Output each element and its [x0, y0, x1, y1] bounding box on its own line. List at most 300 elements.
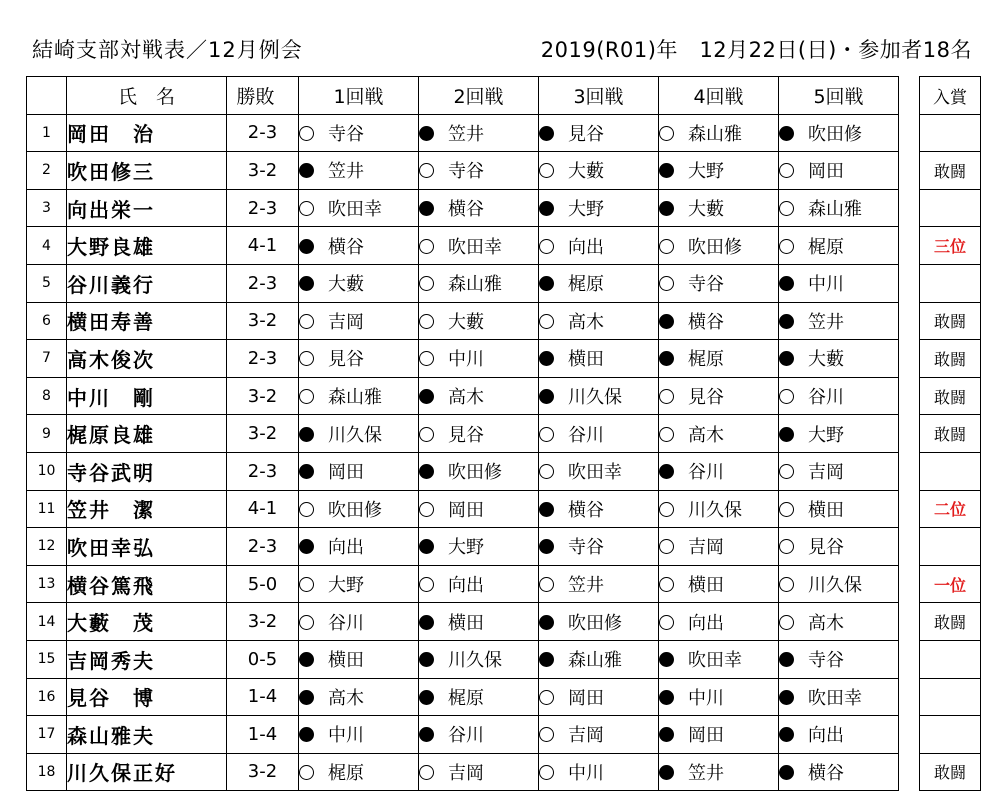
opponent-name: 吉岡 — [808, 462, 844, 484]
award-row — [920, 603, 981, 641]
award-row — [920, 753, 981, 791]
loss-mark-icon — [419, 615, 434, 630]
opponent-name: 吉岡 — [448, 762, 484, 784]
opponent-name: 寺谷 — [808, 650, 844, 672]
opponent-name: 見谷 — [568, 123, 604, 145]
game-result-round-1 — [299, 189, 419, 227]
game-result-round-4 — [659, 302, 779, 340]
win-mark-icon — [779, 239, 794, 254]
game-result-round-1 — [299, 640, 419, 678]
game-result-round-1 — [299, 152, 419, 190]
loss-mark-icon — [779, 765, 794, 780]
player-number: 14 — [27, 603, 67, 641]
opponent-name: 見谷 — [328, 349, 364, 371]
opponent-name: 寺谷 — [568, 537, 604, 559]
award-row — [920, 189, 981, 227]
game-result-round-3 — [539, 452, 659, 490]
player-name: 森山雅夫 — [67, 716, 227, 754]
opponent-name: 笠井 — [448, 123, 484, 145]
player-name: 大野良雄 — [67, 227, 227, 265]
game-result-round-5 — [779, 490, 899, 528]
player-record: 3-2 — [227, 377, 299, 415]
player-record: 3-2 — [227, 603, 299, 641]
win-mark-icon — [299, 201, 314, 216]
game-result-round-4 — [659, 114, 779, 152]
loss-mark-icon — [299, 690, 314, 705]
game-result-round-2 — [419, 264, 539, 302]
opponent-name: 横谷 — [568, 499, 604, 521]
game-result-round-2 — [419, 490, 539, 528]
game-result-round-2 — [419, 114, 539, 152]
opponent-name: 川久保 — [688, 499, 742, 521]
win-mark-icon — [539, 427, 554, 442]
player-record: 2-3 — [227, 340, 299, 378]
win-mark-icon — [539, 239, 554, 254]
opponent-name: 梶原 — [688, 349, 724, 371]
player-number: 16 — [27, 678, 67, 716]
opponent-name: 谷川 — [688, 462, 724, 484]
player-number: 1 — [27, 114, 67, 152]
opponent-name: 大藪 — [808, 349, 844, 371]
award-row — [920, 302, 981, 340]
award-cell: 敢闘 — [920, 152, 981, 190]
opponent-name: 寺谷 — [448, 161, 484, 183]
opponent-name: 吉岡 — [568, 725, 604, 747]
loss-mark-icon — [539, 502, 554, 517]
game-result-round-4 — [659, 264, 779, 302]
game-result-round-2 — [419, 753, 539, 791]
win-mark-icon — [659, 276, 674, 291]
table-row — [27, 114, 899, 152]
opponent-name: 吹田修 — [448, 462, 502, 484]
win-mark-icon — [419, 276, 434, 291]
event-info: 2019(R01)年 12月22日(日)・参加者18名 — [540, 38, 972, 62]
player-name: 川久保正好 — [67, 753, 227, 791]
award-row — [920, 640, 981, 678]
opponent-name: 寺谷 — [328, 123, 364, 145]
loss-mark-icon — [659, 163, 674, 178]
game-result-round-4 — [659, 640, 779, 678]
player-number: 3 — [27, 189, 67, 227]
table-row — [27, 640, 899, 678]
opponent-name: 高木 — [808, 612, 844, 634]
game-result-round-1 — [299, 340, 419, 378]
game-result-round-5 — [779, 227, 899, 265]
award-cell: 二位 — [920, 490, 981, 528]
game-result-round-3 — [539, 753, 659, 791]
player-record: 2-3 — [227, 264, 299, 302]
player-record: 3-2 — [227, 152, 299, 190]
win-mark-icon — [419, 577, 434, 592]
table-row — [27, 415, 899, 453]
opponent-name: 川久保 — [328, 424, 382, 446]
player-name: 高木俊次 — [67, 340, 227, 378]
win-mark-icon — [779, 615, 794, 630]
game-result-round-5 — [779, 264, 899, 302]
game-result-round-5 — [779, 452, 899, 490]
player-record: 2-3 — [227, 452, 299, 490]
table-row — [27, 302, 899, 340]
table-row — [27, 377, 899, 415]
loss-mark-icon — [419, 201, 434, 216]
opponent-name: 吹田幸 — [688, 650, 742, 672]
game-result-round-1 — [299, 565, 419, 603]
player-number: 5 — [27, 264, 67, 302]
game-result-round-2 — [419, 152, 539, 190]
loss-mark-icon — [299, 652, 314, 667]
game-result-round-5 — [779, 302, 899, 340]
opponent-name: 吹田修 — [688, 236, 742, 258]
win-mark-icon — [779, 464, 794, 479]
opponent-name: 吉岡 — [328, 311, 364, 333]
award-cell — [920, 114, 981, 152]
player-record: 1-4 — [227, 678, 299, 716]
game-result-round-2 — [419, 678, 539, 716]
game-result-round-1 — [299, 227, 419, 265]
game-result-round-2 — [419, 528, 539, 566]
win-mark-icon — [659, 502, 674, 517]
game-result-round-4 — [659, 565, 779, 603]
table-row — [27, 678, 899, 716]
game-result-round-2 — [419, 452, 539, 490]
player-record: 2-3 — [227, 528, 299, 566]
game-result-round-5 — [779, 152, 899, 190]
win-mark-icon — [539, 727, 554, 742]
header-round-3: 3回戦 — [539, 77, 659, 115]
win-mark-icon — [539, 765, 554, 780]
game-result-round-1 — [299, 264, 419, 302]
header-round-5: 5回戦 — [779, 77, 899, 115]
opponent-name: 見谷 — [448, 424, 484, 446]
player-record: 2-3 — [227, 114, 299, 152]
loss-mark-icon — [419, 727, 434, 742]
game-result-round-3 — [539, 302, 659, 340]
table-row — [27, 152, 899, 190]
game-result-round-3 — [539, 114, 659, 152]
game-result-round-4 — [659, 340, 779, 378]
award-cell — [920, 452, 981, 490]
opponent-name: 大藪 — [328, 274, 364, 296]
table-row — [27, 189, 899, 227]
award-cell: 敢闘 — [920, 377, 981, 415]
game-result-round-3 — [539, 227, 659, 265]
game-result-round-4 — [659, 678, 779, 716]
opponent-name: 笠井 — [328, 161, 364, 183]
game-result-round-4 — [659, 528, 779, 566]
player-number: 13 — [27, 565, 67, 603]
opponent-name: 笠井 — [688, 762, 724, 784]
loss-mark-icon — [539, 652, 554, 667]
opponent-name: 吹田幸 — [808, 687, 862, 709]
game-result-round-5 — [779, 603, 899, 641]
game-result-round-1 — [299, 716, 419, 754]
opponent-name: 横田 — [808, 499, 844, 521]
opponent-name: 梶原 — [808, 236, 844, 258]
loss-mark-icon — [299, 539, 314, 554]
opponent-name: 川久保 — [448, 650, 502, 672]
opponent-name: 笠井 — [568, 575, 604, 597]
opponent-name: 向出 — [688, 612, 724, 634]
header-round-4: 4回戦 — [659, 77, 779, 115]
game-result-round-2 — [419, 189, 539, 227]
game-result-round-5 — [779, 377, 899, 415]
header-round-1: 1回戦 — [299, 77, 419, 115]
table-row — [27, 452, 899, 490]
table-row — [27, 264, 899, 302]
win-mark-icon — [659, 427, 674, 442]
award-row — [920, 114, 981, 152]
table-row — [27, 490, 899, 528]
loss-mark-icon — [419, 690, 434, 705]
table-body — [27, 114, 899, 791]
opponent-name: 大藪 — [448, 311, 484, 333]
game-result-round-2 — [419, 377, 539, 415]
award-cell — [920, 528, 981, 566]
loss-mark-icon — [299, 427, 314, 442]
opponent-name: 大藪 — [688, 199, 724, 221]
game-result-round-5 — [779, 340, 899, 378]
opponent-name: 見谷 — [688, 387, 724, 409]
player-record: 4-1 — [227, 490, 299, 528]
player-number: 18 — [27, 753, 67, 791]
game-result-round-4 — [659, 753, 779, 791]
player-name: 見谷 博 — [67, 678, 227, 716]
win-mark-icon — [419, 502, 434, 517]
game-result-round-5 — [779, 528, 899, 566]
loss-mark-icon — [419, 652, 434, 667]
game-result-round-1 — [299, 678, 419, 716]
player-name: 梶原良雄 — [67, 415, 227, 453]
award-cell — [920, 678, 981, 716]
player-name: 横田寿善 — [67, 302, 227, 340]
win-mark-icon — [779, 502, 794, 517]
game-result-round-3 — [539, 189, 659, 227]
win-mark-icon — [299, 577, 314, 592]
win-mark-icon — [539, 464, 554, 479]
opponent-name: 大野 — [688, 161, 724, 183]
player-record: 2-3 — [227, 189, 299, 227]
opponent-name: 川久保 — [808, 575, 862, 597]
game-result-round-2 — [419, 415, 539, 453]
award-row — [920, 678, 981, 716]
header-record: 勝敗 — [227, 77, 299, 115]
opponent-name: 吹田修 — [328, 499, 382, 521]
header-number — [27, 77, 67, 115]
win-mark-icon — [539, 314, 554, 329]
award-row — [920, 377, 981, 415]
win-mark-icon — [299, 389, 314, 404]
loss-mark-icon — [419, 539, 434, 554]
game-result-round-5 — [779, 716, 899, 754]
game-result-round-3 — [539, 528, 659, 566]
win-mark-icon — [299, 502, 314, 517]
game-result-round-3 — [539, 603, 659, 641]
opponent-name: 岡田 — [808, 161, 844, 183]
loss-mark-icon — [539, 615, 554, 630]
player-name: 笠井 潔 — [67, 490, 227, 528]
loss-mark-icon — [659, 690, 674, 705]
win-mark-icon — [299, 126, 314, 141]
loss-mark-icon — [779, 652, 794, 667]
win-mark-icon — [779, 577, 794, 592]
award-row — [920, 340, 981, 378]
opponent-name: 岡田 — [328, 462, 364, 484]
loss-mark-icon — [299, 276, 314, 291]
table-row — [27, 603, 899, 641]
award-cell: 敢闘 — [920, 340, 981, 378]
player-number: 10 — [27, 452, 67, 490]
award-cell — [920, 640, 981, 678]
award-row — [920, 490, 981, 528]
win-mark-icon — [659, 126, 674, 141]
player-number: 8 — [27, 377, 67, 415]
win-mark-icon — [539, 577, 554, 592]
player-record: 4-1 — [227, 227, 299, 265]
table-row — [27, 716, 899, 754]
player-name: 中川 剛 — [67, 377, 227, 415]
award-row — [920, 716, 981, 754]
game-result-round-5 — [779, 114, 899, 152]
opponent-name: 笠井 — [808, 311, 844, 333]
opponent-name: 吹田幸 — [568, 462, 622, 484]
game-result-round-4 — [659, 452, 779, 490]
opponent-name: 横田 — [568, 349, 604, 371]
win-mark-icon — [659, 539, 674, 554]
loss-mark-icon — [299, 464, 314, 479]
game-result-round-2 — [419, 565, 539, 603]
win-mark-icon — [779, 389, 794, 404]
header-award: 入賞 — [920, 77, 981, 115]
loss-mark-icon — [539, 389, 554, 404]
opponent-name: 大野 — [328, 575, 364, 597]
loss-mark-icon — [539, 126, 554, 141]
loss-mark-icon — [419, 389, 434, 404]
opponent-name: 谷川 — [568, 424, 604, 446]
game-result-round-5 — [779, 678, 899, 716]
player-record: 3-2 — [227, 753, 299, 791]
opponent-name: 中川 — [808, 274, 844, 296]
opponent-name: 中川 — [568, 762, 604, 784]
award-cell: 三位 — [920, 227, 981, 265]
loss-mark-icon — [419, 126, 434, 141]
game-result-round-1 — [299, 490, 419, 528]
opponent-name: 寺谷 — [688, 274, 724, 296]
game-result-round-5 — [779, 640, 899, 678]
award-cell: 敢闘 — [920, 302, 981, 340]
game-result-round-1 — [299, 114, 419, 152]
player-number: 11 — [27, 490, 67, 528]
opponent-name: 横谷 — [688, 311, 724, 333]
opponent-name: 岡田 — [448, 499, 484, 521]
opponent-name: 梶原 — [448, 687, 484, 709]
loss-mark-icon — [779, 727, 794, 742]
player-number: 7 — [27, 340, 67, 378]
win-mark-icon — [779, 539, 794, 554]
opponent-name: 大藪 — [568, 161, 604, 183]
header-round-2: 2回戦 — [419, 77, 539, 115]
game-result-round-4 — [659, 415, 779, 453]
opponent-name: 森山雅 — [688, 123, 742, 145]
opponent-name: 吹田幸 — [328, 199, 382, 221]
award-body — [920, 114, 981, 791]
win-mark-icon — [779, 201, 794, 216]
win-mark-icon — [659, 239, 674, 254]
loss-mark-icon — [659, 314, 674, 329]
opponent-name: 中川 — [448, 349, 484, 371]
player-name: 横谷篤飛 — [67, 565, 227, 603]
award-row — [920, 415, 981, 453]
opponent-name: 岡田 — [568, 687, 604, 709]
loss-mark-icon — [539, 201, 554, 216]
win-mark-icon — [659, 577, 674, 592]
loss-mark-icon — [779, 690, 794, 705]
loss-mark-icon — [659, 201, 674, 216]
award-cell — [920, 189, 981, 227]
opponent-name: 森山雅 — [328, 387, 382, 409]
game-result-round-3 — [539, 377, 659, 415]
match-table — [26, 76, 899, 791]
opponent-name: 中川 — [688, 687, 724, 709]
win-mark-icon — [419, 427, 434, 442]
opponent-name: 森山雅 — [448, 274, 502, 296]
opponent-name: 向出 — [568, 236, 604, 258]
player-number: 2 — [27, 152, 67, 190]
table-row — [27, 753, 899, 791]
game-result-round-1 — [299, 603, 419, 641]
page-title: 結崎支部対戦表／12月例会 — [32, 38, 303, 62]
game-result-round-4 — [659, 603, 779, 641]
opponent-name: 吹田修 — [808, 123, 862, 145]
opponent-name: 谷川 — [448, 725, 484, 747]
game-result-round-1 — [299, 302, 419, 340]
win-mark-icon — [419, 765, 434, 780]
game-result-round-3 — [539, 565, 659, 603]
loss-mark-icon — [299, 239, 314, 254]
opponent-name: 吹田修 — [568, 612, 622, 634]
opponent-name: 高木 — [328, 687, 364, 709]
opponent-name: 岡田 — [688, 725, 724, 747]
player-name: 向出栄一 — [67, 189, 227, 227]
game-result-round-1 — [299, 377, 419, 415]
game-result-round-1 — [299, 415, 419, 453]
opponent-name: 森山雅 — [568, 650, 622, 672]
player-name: 寺谷武明 — [67, 452, 227, 490]
game-result-round-1 — [299, 753, 419, 791]
loss-mark-icon — [539, 539, 554, 554]
opponent-name: 高木 — [448, 387, 484, 409]
award-cell: 敢闘 — [920, 415, 981, 453]
loss-mark-icon — [299, 727, 314, 742]
loss-mark-icon — [419, 464, 434, 479]
game-result-round-3 — [539, 678, 659, 716]
loss-mark-icon — [299, 163, 314, 178]
game-result-round-4 — [659, 227, 779, 265]
win-mark-icon — [299, 314, 314, 329]
game-result-round-3 — [539, 716, 659, 754]
game-result-round-3 — [539, 340, 659, 378]
loss-mark-icon — [779, 126, 794, 141]
game-result-round-4 — [659, 377, 779, 415]
loss-mark-icon — [659, 765, 674, 780]
opponent-name: 横田 — [688, 575, 724, 597]
player-record: 3-2 — [227, 302, 299, 340]
win-mark-icon — [419, 351, 434, 366]
loss-mark-icon — [779, 314, 794, 329]
win-mark-icon — [299, 351, 314, 366]
game-result-round-3 — [539, 264, 659, 302]
loss-mark-icon — [659, 652, 674, 667]
win-mark-icon — [299, 615, 314, 630]
